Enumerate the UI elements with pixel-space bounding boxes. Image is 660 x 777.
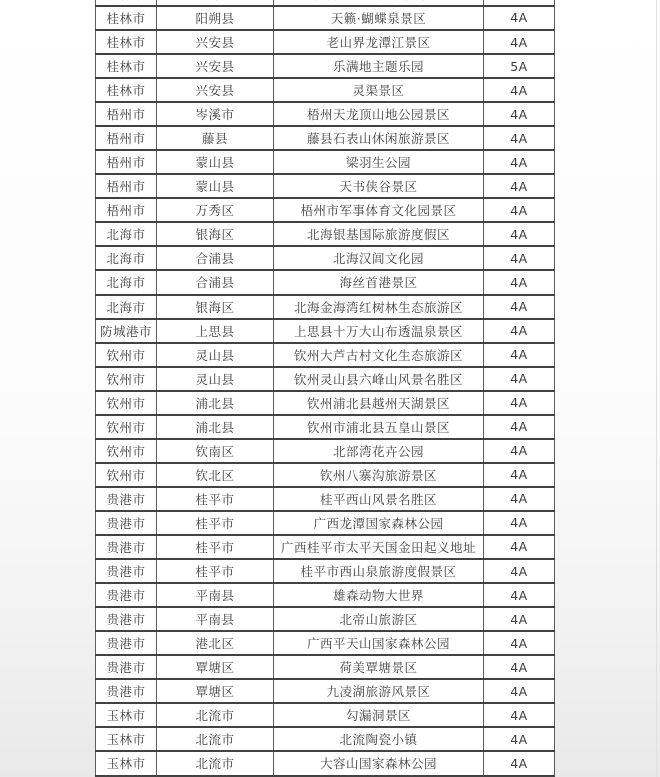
table-row: [96, 559, 555, 583]
table-row: [96, 703, 555, 727]
table-row: [96, 367, 555, 391]
city-cell: 梧州市: [96, 102, 157, 126]
table-row: [96, 439, 555, 463]
city-cell: 贵港市: [96, 559, 157, 583]
table-row: [96, 319, 555, 343]
city-cell: 北海市: [96, 270, 157, 294]
rating-cell: 4A: [484, 487, 555, 511]
table-row: [96, 150, 555, 174]
district-cell: 桂平市: [157, 487, 274, 511]
attraction-cell: 梧州天龙顶山地公园景区: [274, 102, 484, 126]
attraction-cell: 广西平天山国家森林公园: [274, 631, 484, 655]
rating-cell: 4A: [484, 415, 555, 439]
table-row: [96, 751, 555, 775]
district-cell: 桂平市: [157, 559, 274, 583]
rating-cell: 4A: [484, 6, 555, 30]
table-row: [96, 631, 555, 655]
attraction-cell: 藤县石表山休闲旅游景区: [274, 126, 484, 150]
attraction-cell: 雄森动物大世界: [274, 583, 484, 607]
district-cell: 蒙山县: [157, 150, 274, 174]
attraction-cell: 钦州大芦古村文化生态旅游区: [274, 343, 484, 367]
table-row: [96, 583, 555, 607]
table-row: [96, 391, 555, 415]
district-cell: 兴安县: [157, 30, 274, 54]
table-row: [96, 54, 555, 78]
attraction-cell: 钦州灵山县六峰山风景名胜区: [274, 367, 484, 391]
city-cell: 贵港市: [96, 679, 157, 703]
rating-cell: 4A: [484, 102, 555, 126]
attraction-cell: 大容山国家森林公园: [274, 751, 484, 775]
attraction-cell: 勾漏洞景区: [274, 703, 484, 727]
city-cell: 桂林市: [96, 54, 157, 78]
district-cell: 桂平市: [157, 511, 274, 535]
rating-cell: 4A: [484, 607, 555, 631]
rating-cell: 4A: [484, 270, 555, 294]
rating-cell: 5A: [484, 54, 555, 78]
rating-cell: 4A: [484, 655, 555, 679]
table-row: [96, 198, 555, 222]
attraction-cell: 广西桂平市太平天国金田起义地址: [274, 535, 484, 559]
district-cell: 浦北县: [157, 391, 274, 415]
city-cell: 贵港市: [96, 583, 157, 607]
table-row: [96, 102, 555, 126]
city-cell: 钦州市: [96, 439, 157, 463]
city-cell: 贵港市: [96, 511, 157, 535]
district-cell: 合浦县: [157, 246, 274, 270]
district-cell: 合浦县: [157, 270, 274, 294]
page-edge-line: [656, 0, 657, 777]
table-row: [96, 679, 555, 703]
district-cell: 蒙山县: [157, 174, 274, 198]
table-row: [96, 487, 555, 511]
district-cell: 北流市: [157, 751, 274, 775]
attraction-cell: 荷美覃塘景区: [274, 655, 484, 679]
table-row: [96, 463, 555, 487]
table-row: [96, 222, 555, 246]
city-cell: 梧州市: [96, 174, 157, 198]
rating-cell: 4A: [484, 439, 555, 463]
district-cell: 覃塘区: [157, 655, 274, 679]
city-cell: 北海市: [96, 295, 157, 319]
city-cell: 玉林市: [96, 703, 157, 727]
rating-cell: 4A: [484, 391, 555, 415]
attraction-cell: 天书侠谷景区: [274, 174, 484, 198]
district-cell: 阳朔县: [157, 6, 274, 30]
rating-cell: 4A: [484, 246, 555, 270]
attraction-cell: 北海汉闾文化园: [274, 246, 484, 270]
table-row: [96, 30, 555, 54]
district-cell: 藤县: [157, 126, 274, 150]
district-cell: 覃塘区: [157, 679, 274, 703]
rating-cell: 4A: [484, 126, 555, 150]
city-cell: 贵港市: [96, 607, 157, 631]
attractions-table-body: [96, 0, 555, 776]
rating-cell: 4A: [484, 535, 555, 559]
rating-cell: 4A: [484, 198, 555, 222]
rating-cell: 4A: [484, 343, 555, 367]
rating-cell: 4A: [484, 319, 555, 343]
district-cell: 上思县: [157, 319, 274, 343]
district-cell: 桂平市: [157, 535, 274, 559]
district-cell: 平南县: [157, 607, 274, 631]
city-cell: 贵港市: [96, 535, 157, 559]
table-row: [96, 727, 555, 751]
rating-cell: 4A: [484, 222, 555, 246]
district-cell: 钦北区: [157, 463, 274, 487]
table-row: [96, 78, 555, 102]
district-cell: 浦北县: [157, 415, 274, 439]
rating-cell: 4A: [484, 174, 555, 198]
table-row: [96, 246, 555, 270]
attraction-cell: 桂平西山风景名胜区: [274, 487, 484, 511]
city-cell: 钦州市: [96, 415, 157, 439]
rating-cell: 4A: [484, 367, 555, 391]
table-row: [96, 655, 555, 679]
city-cell: 贵港市: [96, 487, 157, 511]
attraction-cell: 钦州市浦北县五皇山景区: [274, 415, 484, 439]
city-cell: 贵港市: [96, 631, 157, 655]
attraction-cell: 钦州八寨沟旅游景区: [274, 463, 484, 487]
table-row: [96, 295, 555, 319]
attraction-cell: 北海金海湾红树林生态旅游区: [274, 295, 484, 319]
city-cell: 北海市: [96, 246, 157, 270]
district-cell: 钦南区: [157, 439, 274, 463]
city-cell: 梧州市: [96, 126, 157, 150]
attraction-cell: 北帝山旅游区: [274, 607, 484, 631]
city-cell: 北海市: [96, 222, 157, 246]
attraction-cell: 北海银基国际旅游度假区: [274, 222, 484, 246]
city-cell: 梧州市: [96, 150, 157, 174]
table-row: [96, 511, 555, 535]
district-cell: 岑溪市: [157, 102, 274, 126]
attraction-cell: 上思县十万大山布透温泉景区: [274, 319, 484, 343]
city-cell: 梧州市: [96, 198, 157, 222]
district-cell: 北流市: [157, 703, 274, 727]
attraction-cell: 老山界龙潭江景区: [274, 30, 484, 54]
attraction-cell: 天籁·蝴蝶泉景区: [274, 6, 484, 30]
table-row: [96, 415, 555, 439]
table-row: [96, 343, 555, 367]
rating-cell: 4A: [484, 295, 555, 319]
attractions-table: [95, 0, 555, 777]
city-cell: 钦州市: [96, 367, 157, 391]
attraction-cell: 梧州市军事体育文化园景区: [274, 198, 484, 222]
city-cell: 玉林市: [96, 727, 157, 751]
district-cell: 万秀区: [157, 198, 274, 222]
district-cell: 平南县: [157, 583, 274, 607]
district-cell: 北流市: [157, 727, 274, 751]
table-row: [96, 607, 555, 631]
city-cell: 玉林市: [96, 751, 157, 775]
rating-cell: 4A: [484, 703, 555, 727]
rating-cell: 4A: [484, 463, 555, 487]
city-cell: 桂林市: [96, 30, 157, 54]
city-cell: 钦州市: [96, 391, 157, 415]
attraction-cell: 钦州浦北县越州天湖景区: [274, 391, 484, 415]
attraction-cell: 广西龙潭国家森林公园: [274, 511, 484, 535]
attraction-cell: 北流陶瓷小镇: [274, 727, 484, 751]
attraction-cell: 九凌湖旅游风景区: [274, 679, 484, 703]
attraction-cell: 北部湾花卉公园: [274, 439, 484, 463]
table-row: [96, 6, 555, 30]
district-cell: 灵山县: [157, 367, 274, 391]
rating-cell: 4A: [484, 679, 555, 703]
rating-cell: 4A: [484, 78, 555, 102]
district-cell: 银海区: [157, 295, 274, 319]
attraction-cell: 梁羽生公园: [274, 150, 484, 174]
rating-cell: 4A: [484, 30, 555, 54]
rating-cell: 4A: [484, 583, 555, 607]
district-cell: 银海区: [157, 222, 274, 246]
city-cell: 贵港市: [96, 655, 157, 679]
attraction-cell: 桂平市西山泉旅游度假景区: [274, 559, 484, 583]
table-row: [96, 126, 555, 150]
district-cell: 灵山县: [157, 343, 274, 367]
city-cell: 桂林市: [96, 78, 157, 102]
district-cell: 兴安县: [157, 54, 274, 78]
rating-cell: 4A: [484, 631, 555, 655]
city-cell: 桂林市: [96, 6, 157, 30]
city-cell: 钦州市: [96, 463, 157, 487]
attraction-cell: 乐满地主题乐园: [274, 54, 484, 78]
district-cell: 港北区: [157, 631, 274, 655]
rating-cell: 4A: [484, 511, 555, 535]
attraction-cell: 海丝首港景区: [274, 270, 484, 294]
rating-cell: 4A: [484, 559, 555, 583]
rating-cell: 4A: [484, 150, 555, 174]
rating-cell: 4A: [484, 727, 555, 751]
city-cell: 钦州市: [96, 343, 157, 367]
attraction-cell: 灵渠景区: [274, 78, 484, 102]
table-row: [96, 535, 555, 559]
table-row: [96, 174, 555, 198]
table-row: [96, 270, 555, 294]
city-cell: 防城港市: [96, 319, 157, 343]
district-cell: 兴安县: [157, 78, 274, 102]
rating-cell: 4A: [484, 751, 555, 775]
